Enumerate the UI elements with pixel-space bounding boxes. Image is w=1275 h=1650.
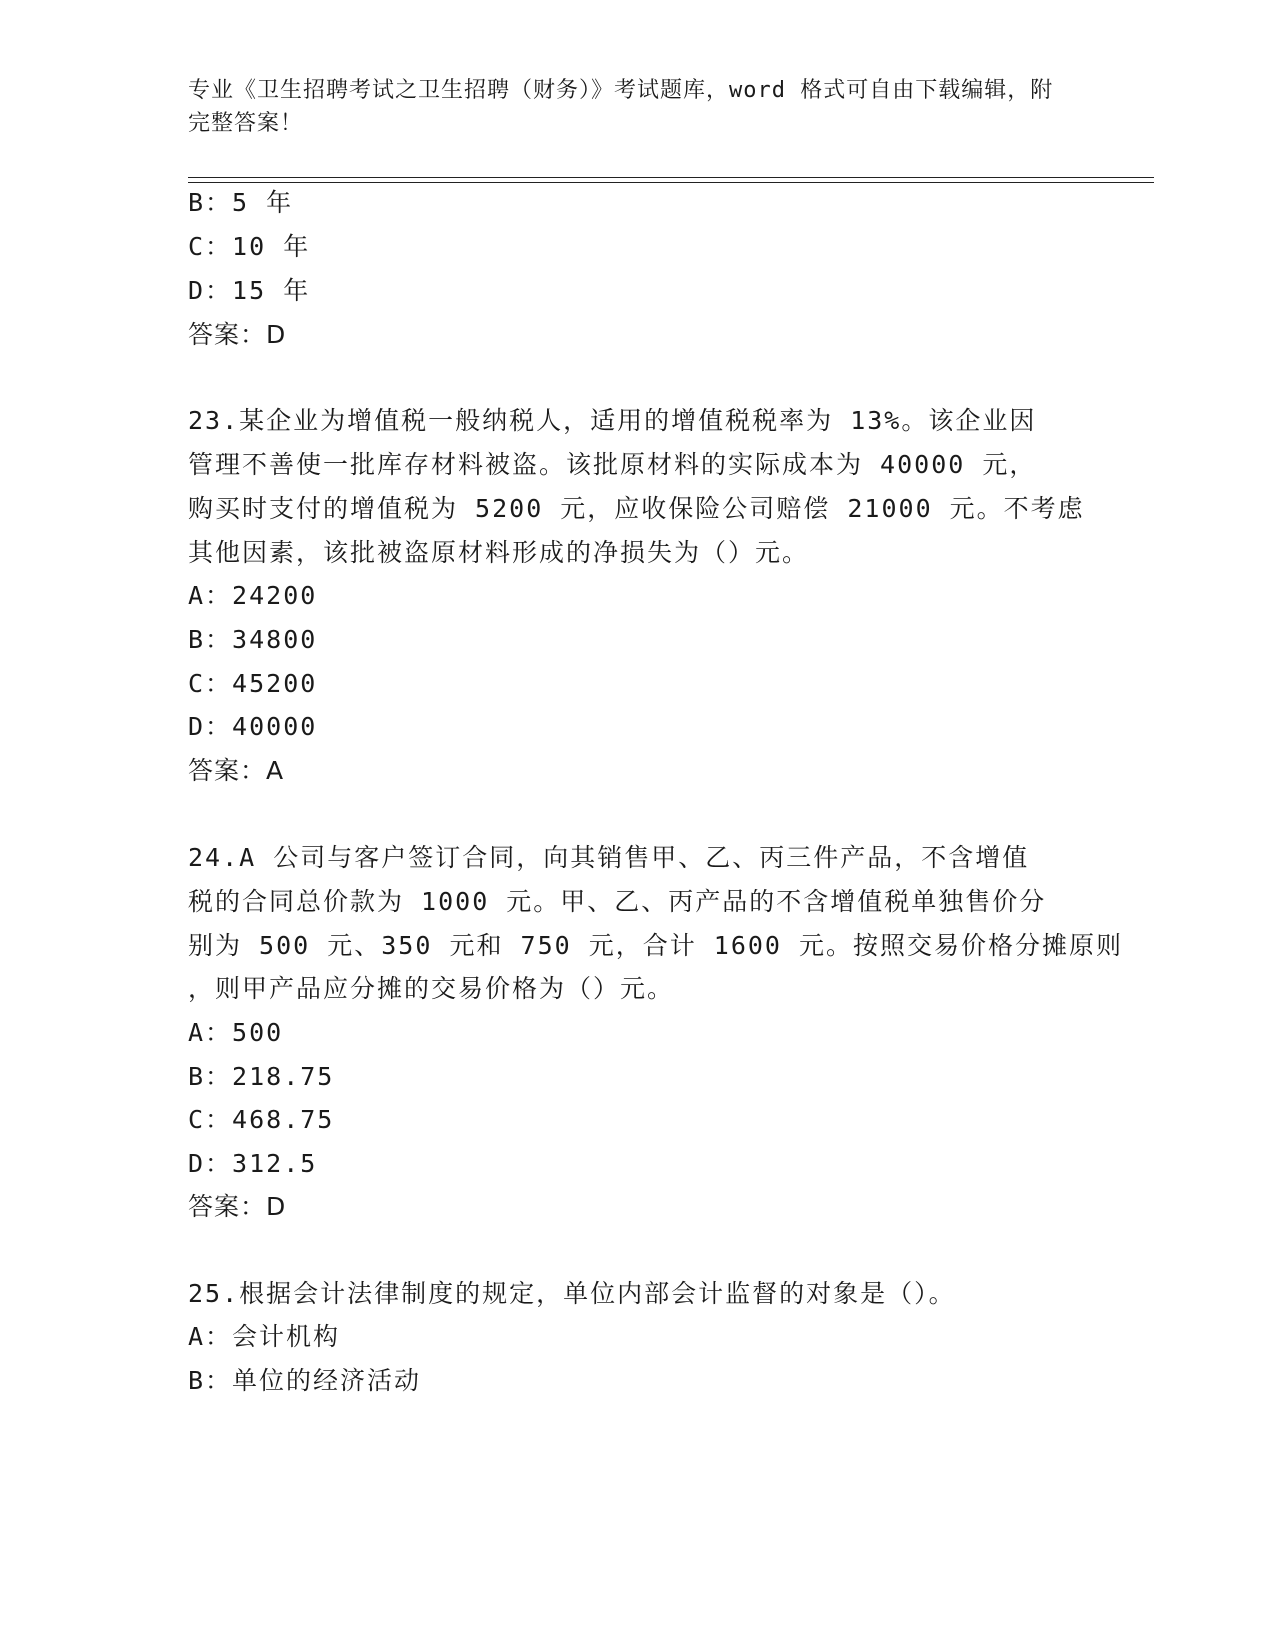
option-a: A：500 <box>188 1018 284 1047</box>
option-a: A：会计机构 <box>188 1322 341 1351</box>
option-d: D：40000 <box>188 712 318 741</box>
question-stem-line: 购买时支付的增值税为 5200 元，应收保险公司赔偿 21000 元。不考虑 <box>188 494 1085 523</box>
question-stem-line: 24.A 公司与客户签订合同，向其销售甲、乙、丙三件产品，不含增值 <box>188 843 1030 872</box>
header-divider-top <box>188 177 1154 178</box>
option-b: B：218.75 <box>188 1062 335 1091</box>
question-stem-line: 其他因素，该批被盗原材料形成的净损失为（）元。 <box>188 538 810 567</box>
question-stem-line: 税的合同总价款为 1000 元。甲、乙、丙产品的不含增值税单独售价分 <box>188 887 1047 916</box>
question-stem-line: ，则甲产品应分摊的交易价格为（）元。 <box>188 974 675 1003</box>
option-a: A：24200 <box>188 581 318 610</box>
question-stem-line: 25.根据会计法律制度的规定，单位内部会计监督的对象是（）。 <box>188 1279 956 1308</box>
option-d: D：312.5 <box>188 1149 318 1178</box>
answer: 答案：D <box>188 320 287 349</box>
option-c: C：45200 <box>188 669 318 698</box>
question-stem-line: 别为 500 元、350 元和 750 元，合计 1600 元。按照交易价格分摊原则 <box>188 931 1124 960</box>
option-c: C：468.75 <box>188 1105 335 1134</box>
option-d: D：15 年 <box>188 276 311 305</box>
question-stem-line: 管理不善使一批库存材料被盗。该批原材料的实际成本为 40000 元， <box>188 450 1037 479</box>
answer: 答案：A <box>188 756 285 785</box>
option-b: B：单位的经济活动 <box>188 1366 422 1395</box>
option-b: B：5 年 <box>188 188 294 217</box>
header-divider-bottom <box>188 182 1154 183</box>
question-stem-line: 23.某企业为增值税一般纳税人，适用的增值税税率为 13%。该企业因 <box>188 406 1037 435</box>
option-c: C：10 年 <box>188 232 311 261</box>
document-header: 专业《卫生招聘考试之卫生招聘（财务）》考试题库，word 格式可自由下载编辑，附完整答案！ <box>188 78 1054 136</box>
option-b: B：34800 <box>188 625 318 654</box>
answer: 答案：D <box>188 1192 287 1221</box>
